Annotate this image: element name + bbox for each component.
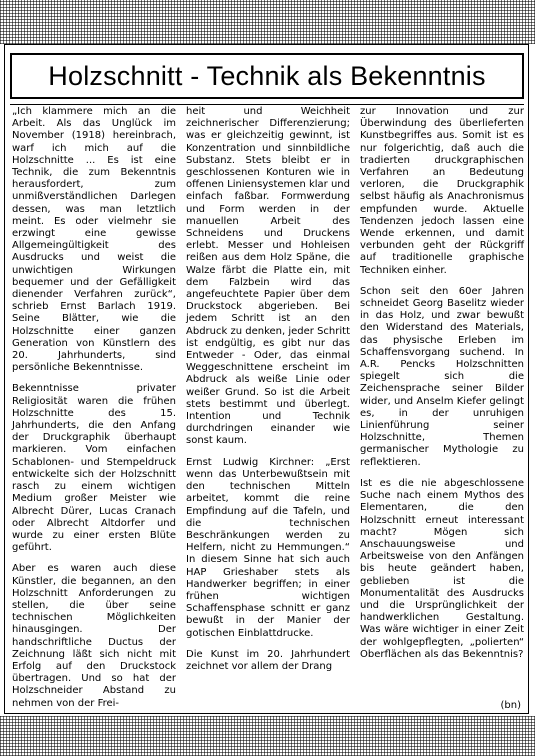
author-signature: (bn) bbox=[500, 700, 521, 711]
paragraph: Ernst Ludwig Kirchner: „Erst wenn das Unterbewußtsein mit den technischen Mitteln arbeitet, kommt die reine Empfindung auf die Tafeln, und die technischen Beschränkungen werden zu Helfern, nicht zu Hemmungen.“ In diesem Sinne hat sich auch HAP Grieshaber stets als Handwerker begriffen; in einer frühen wichtigen Schaffensphase schnitt er ganz bewußt in der Manier der gotischen Einblattdrucke. bbox=[186, 456, 350, 639]
paragraph: Die Kunst im 20. Jahrhundert zeichnet vor allem der Drang bbox=[186, 648, 350, 672]
paragraph: zur Innovation und zur Überwindung des überlieferten Kunstbegriffes aus. Somit ist es nur folgerichtig, daß auch die tradierten druckgraphischen Verfahren an Bedeutung verloren, die Druckgraphik selbst häufig als Anachronismus empfunden wurde. Aktuelle Tendenzen jedoch lassen eine Wende erkennen, und damit verbunden geht der Rückgriff auf traditionelle graphische Techniken einher. bbox=[360, 106, 524, 276]
column-2 bbox=[186, 106, 350, 698]
paragraph: Aber es waren auch diese Künstler, die begannen, an den Holzschnitt Anforderungen zu stellen, die über seine technischen Möglichkeiten hinausgingen. Der handschriftliche Ductus der Zeichnung läßt sich nicht mit Erfolg auf den Druckstock übertragen. Und so hat der Holzschneider Abstand zu nehmen von der Frei- bbox=[12, 563, 176, 709]
paragraph: heit und Weichheit zeichnerischer Differenzierung; was er gleichzeitig gewinnt, ist Konzentration und sinnbildliche Substanz. Stets bleibt er in geschlossenen Konturen wie in offenen Liniensystemen klar und einfach faßbar. Formwerdung und Form werden in der manuellen Arbeit des Schneidens und Druckens erlebt. Messer und Hohleisen reißen aus dem Holz Späne, die Walze färbt die Platte ein, mit dem Falzbein wird das angefeuchtete Papier über dem Druckstock abgerieben. Bei jedem Schritt ist an den Abdruck zu denken, jeder Schritt ist endgültig, es gibt nur das Entweder - Oder, das einmal Weggeschnittene erscheint im Abdruck als weiße Linie oder weißer Grund. So ist die Arbeit stets bestimmt und überlegt. Intention und Technik durchdringen einander wie sonst kaum. bbox=[186, 106, 350, 447]
bottom-halftone-band bbox=[0, 716, 535, 756]
column-1 bbox=[12, 106, 176, 709]
paragraph: Schon seit den 60er Jahren schneidet Georg Baselitz wieder in das Holz, und zwar bewußt den Widerstand des Materials, das physische Erleben im Schaffensvorgang suchend. In A.R. Pencks Holzschnitten spiegelt sich die Zeichensprache seiner Bilder wider, und Anselm Kiefer gelingt es, in der unruhigen Linienführung seiner Holzschnitte, Themen germanischer Mythologie zu reflektieren. bbox=[360, 285, 524, 468]
title-divider bbox=[10, 104, 524, 105]
top-halftone-band bbox=[0, 0, 535, 44]
paragraph: Ist es die nie abgeschlossene Suche nach einem Mythos des Elementaren, die den Holzschnitt erneut interessant macht? Mögen sich Anschauungsweise und Arbeitsweise von den Anfängen bis heute geändert haben, geblieben ist die Monumentalität des Ausdrucks und die Ursprünglichkeit der handwerklichen Gestaltung. Was wäre wichtiger in einer Zeit der wohlgepflegten, „polierten“ Oberflächen als das Bekenntnis? bbox=[360, 477, 524, 660]
title-box bbox=[10, 53, 524, 99]
column-3 bbox=[360, 106, 524, 698]
article-title: Holzschnitt - Technik als Bekenntnis bbox=[48, 60, 486, 91]
paragraph: „Ich klammere mich an die Arbeit. Als das Unglück im November (1918) hereinbrach, warf ich mich auf die Holzschnitte ... Es ist eine Technik, die zum Bekenntnis herausfordert, zum unmißverständlichen Darlegen dessen, was man letztlich meint. Es oder vielmehr sie erzwingt eine gewisse Allgemeingültigkeit des Ausdrucks und weist die unwichtigen Wirkungen bequemer und der Gefälligkeit dienender Verfahren zurück“, schrieb Ernst Barlach 1919. Seine Blätter, wie die Holzschnitte einer ganzen Generation von Künstlern des 20. Jahrhunderts, sind persönliche Bekenntnisse. bbox=[12, 106, 176, 374]
paragraph: Bekenntnisse privater Religiosität waren die frühen Holzschnitte des 15. Jahrhunderts, die den Anfang der Druckgraphik überhaupt markieren. Vom einfachen Schablonen- und Stempeldruck entwickelte sich der Holzschnitt rasch zu einem wichtigen Medium großer Meister wie Albrecht Dürer, Lucas Cranach oder Albrecht Altdorfer und wurde zu einer ersten Blüte geführt. bbox=[12, 383, 176, 554]
